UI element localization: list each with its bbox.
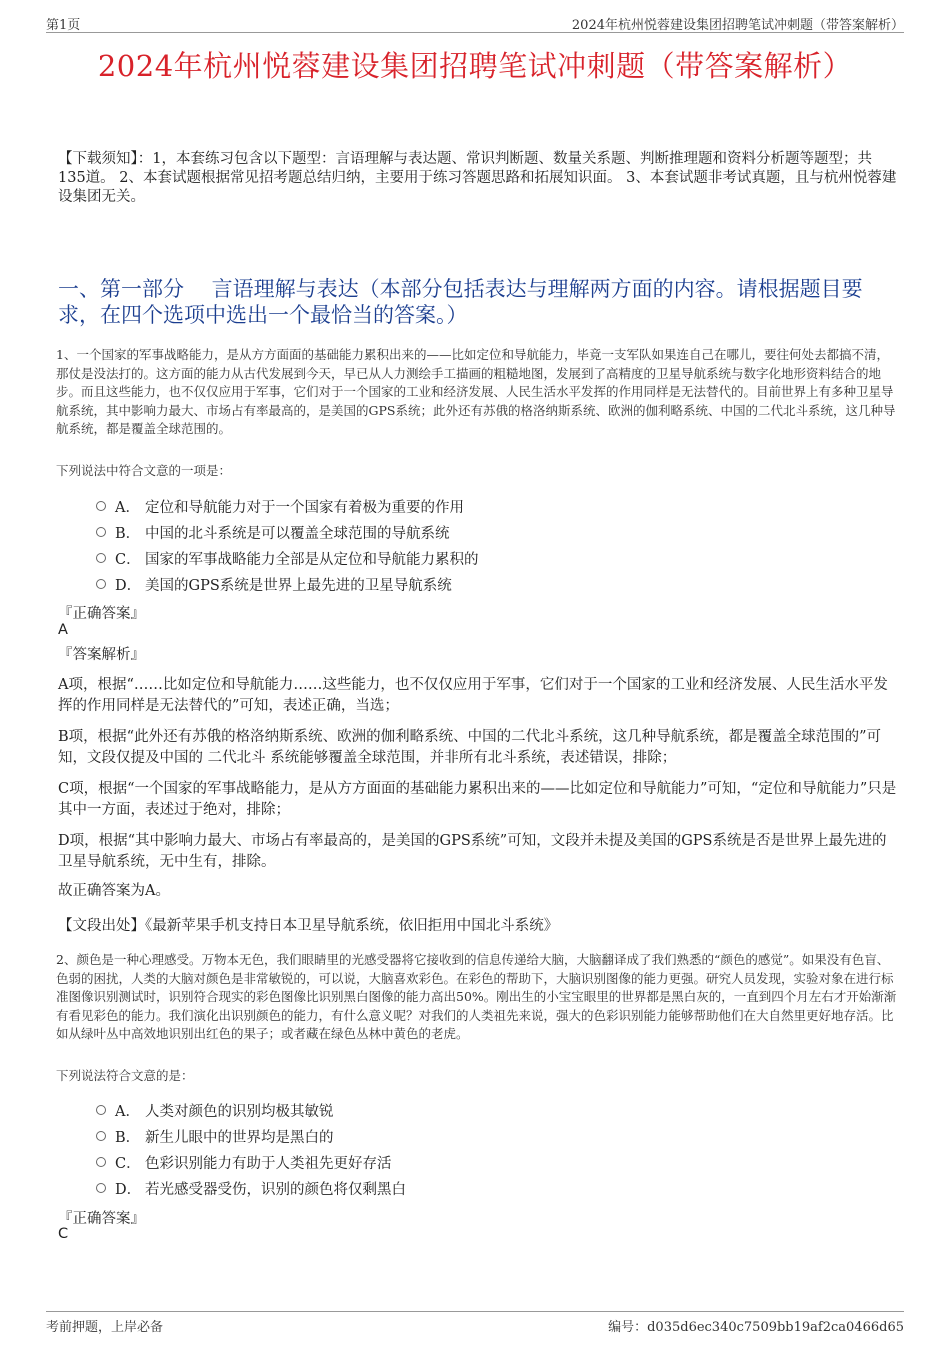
question-1-prompt: 下列说法中符合文意的一项是：	[56, 463, 232, 478]
download-notice: 【下载须知】：1，本套练习包含以下题型：言语理解与表达题、常识判断题、数量关系题、判断推理题和资料分析题等题型；共135道。 2、本套试题根据常见招考题总结归纳，主要用于练习答题思路和拓展知识面。 3、本套试题非考试真题，且与杭州悦蓉建设集团无关。	[58, 151, 897, 205]
analysis-d: D项，根据“其中影响力最大、市场占有率最高的，是美国的GPS系统”可知，文段并未提及美国的GPS系统是否是世界上最先进的卫星导航系统，无中生有，排除。	[58, 833, 887, 870]
radio-icon[interactable]	[96, 553, 106, 563]
footer-doc-id: 编号：d035d6ec340c7509bb19af2ca0466d65	[608, 1320, 904, 1335]
analysis-b: B项，根据“此外还有苏俄的格洛纳斯系统、欧洲的伽利略系统、中国的二代北斗系统，这几种导航系统，都是覆盖全球范围的”可知，文段仅提及中国的 二代北斗 系统能够覆盖全球范围，并非所有北斗系统，表述错误，排除；	[58, 729, 881, 766]
answer-label: 『正确答案』	[58, 1211, 145, 1227]
section-title: 一、第一部分 言语理解与表达（本部分包括表达与理解两方面的内容。请根据题目要求，在四个选项中选出一个最恰当的答案。）	[58, 277, 863, 327]
question-2-options	[96, 1100, 896, 1204]
question-1-passage: 1、一个国家的军事战略能力，是从方方面面的基础能力累积出来的——比如定位和导航能力，毕竟一支军队如果连自己在哪儿，要往何处去都搞不清，那仗是没法打的。这方面的能力从古代发展到今天，早已从人力测绘手工描画的粗糙地图，发展到了高精度的卫星导航系统与数字化地形资料结合的地步。而且这些能力，也不仅仅应用于军事，它们对于一个国家的工业和经济发展、人民生活水平发挥的作用同样是无法替代的。目前世界上有多种卫星导航系统，其中影响力最大、市场占有率最高的，是美国的GPS系统；此外还有苏俄的格洛纳斯系统、欧洲的伽利略系统、中国的二代北斗系统，这几种导航系统，都是覆盖全球范围的。	[56, 347, 896, 436]
analysis-c: C项，根据“一个国家的军事战略能力，是从方方面面的基础能力累积出来的——比如定位和导航能力”可知，“定位和导航能力”只是其中一方面，表述过于绝对，排除；	[58, 781, 897, 818]
radio-icon[interactable]	[96, 579, 106, 589]
option-a[interactable]: A． 定位和导航能力对于一个国家有着极为重要的作用	[96, 496, 896, 522]
answer-value: A	[58, 622, 68, 638]
analysis-label: 『答案解析』	[58, 647, 145, 663]
radio-icon[interactable]	[96, 527, 106, 537]
analysis-conclusion: 故正确答案为A。	[58, 883, 170, 899]
radio-icon[interactable]	[96, 1157, 106, 1167]
question-2-prompt-wrap	[56, 1066, 901, 1084]
option-d[interactable]: D． 若光感受器受伤，识别的颜色将仅剩黑白	[96, 1178, 896, 1204]
page-number: 第1页	[46, 18, 81, 33]
question-1-prompt-wrap	[56, 461, 901, 479]
question-1	[56, 346, 901, 439]
footer-slogan: 考前押题，上岸必备	[46, 1320, 164, 1335]
radio-icon[interactable]	[96, 1105, 106, 1115]
header-doc-name: 2024年杭州悦蓉建设集团招聘笔试冲刺题（带答案解析）	[571, 18, 904, 33]
page-header	[46, 12, 904, 33]
option-c[interactable]: C． 色彩识别能力有助于人类祖先更好存活	[96, 1152, 896, 1178]
question-2	[56, 951, 901, 1044]
question-2-passage: 2、颜色是一种心理感受。万物本无色，我们眼睛里的光感受器将它接收到的信息传递给大脑，大脑翻译成了我们熟悉的“颜色的感觉”。如果没有色盲、色弱的困扰，人类的大脑对颜色是非常敏锐的，可以说，大脑喜欢彩色。在彩色的帮助下，大脑识别图像的能力更强。研究人员发现，实验对象在进行标准图像识别测试时，识别符合现实的彩色图像比识别黑白图像的能力高出50%。刚出生的小宝宝眼里的世界都是黑白灰的，一直到四个月左右才开始渐渐有看见彩色的能力。我们演化出识别颜色的能力，有什么意义呢？对我们的人类祖先来说，强大的色彩识别能力能够帮助他们在大自然里更好地存活。比如从绿叶丛中高效地识别出红色的果子；或者藏在绿色丛林中黄色的老虎。	[56, 952, 897, 1041]
answer-label: 『正确答案』	[58, 606, 145, 622]
radio-icon[interactable]	[96, 1183, 106, 1193]
option-a[interactable]: A． 人类对颜色的识别均极其敏锐	[96, 1100, 896, 1126]
option-b[interactable]: B． 新生儿眼中的世界均是黑白的	[96, 1126, 896, 1152]
option-b[interactable]: B． 中国的北斗系统是可以覆盖全球范围的导航系统	[96, 522, 896, 548]
answer-value: C	[58, 1226, 69, 1242]
option-d[interactable]: D． 美国的GPS系统是世界上最先进的卫星导航系统	[96, 574, 896, 600]
radio-icon[interactable]	[96, 501, 106, 511]
analysis-a: A项，根据“……比如定位和导航能力……这些能力，也不仅仅应用于军事，它们对于一个国家的工业和经济发展、人民生活水平发挥的作用同样是无法替代的”可知，表述正确，当选；	[58, 677, 888, 714]
passage-source: 【文段出处】《最新苹果手机支持日本卫星导航系统，依旧拒用中国北斗系统》	[58, 918, 559, 934]
question-2-prompt: 下列说法符合文意的是：	[56, 1068, 194, 1083]
page-footer	[46, 1311, 904, 1334]
question-1-options	[96, 496, 896, 600]
radio-icon[interactable]	[96, 1131, 106, 1141]
option-c[interactable]: C． 国家的军事战略能力全部是从定位和导航能力累积的	[96, 548, 896, 574]
document-title: 2024年杭州悦蓉建设集团招聘笔试冲刺题（带答案解析）	[97, 49, 853, 83]
